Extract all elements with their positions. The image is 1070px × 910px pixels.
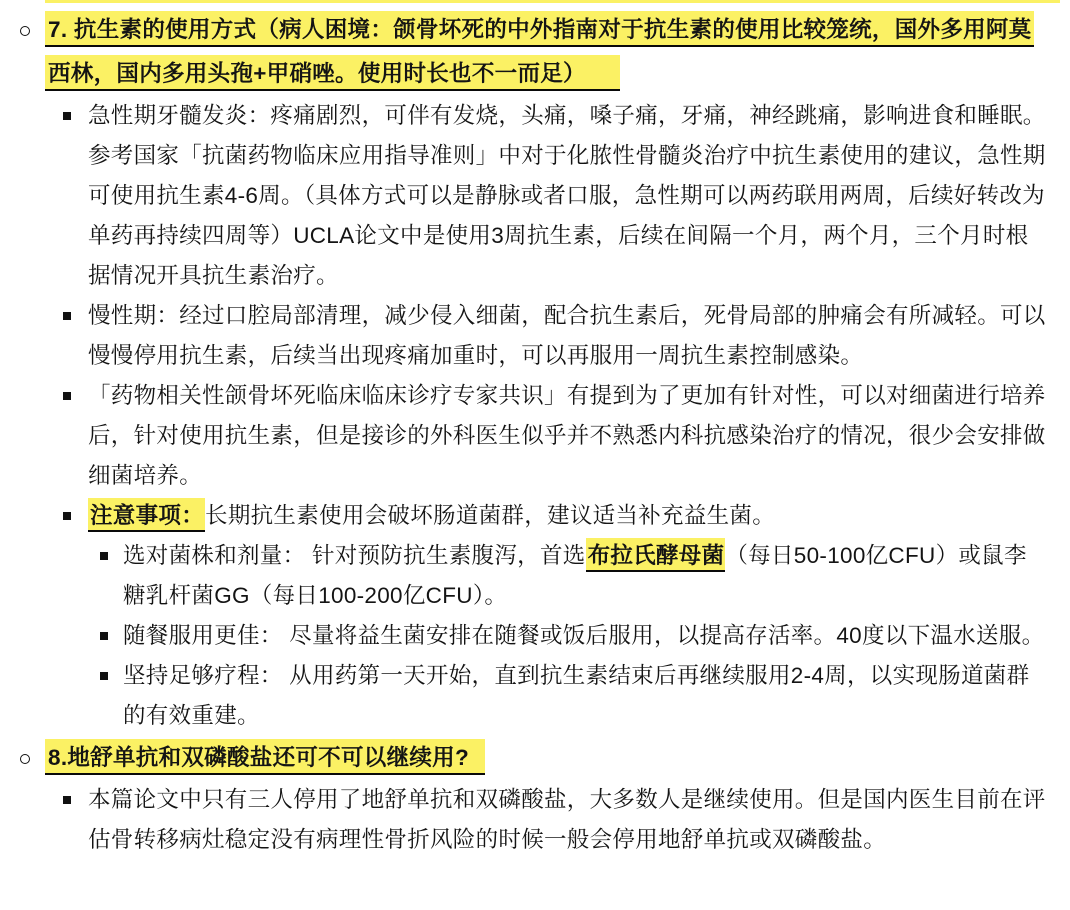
highlight-notice-label: 注意事项： [88,498,205,532]
outline-list [0,8,1046,860]
paragraph-paper-findings: 本篇论文中只有三人停用了地舒单抗和双磷酸盐，大多数人是继续使用。但是国内医生目前在评估骨转移病灶稳定没有病理性骨折风险的时候一般会停用地舒单抗或双磷酸盐。 [88,787,1046,852]
list-item-8 [0,736,1046,860]
circle-bullet-icon [20,754,30,764]
list-item-expert-consensus [45,376,1046,496]
heading-8-denosumab-bisphosphonate [45,736,1046,780]
paragraph-strain-dosage [123,536,1046,616]
list-item-strain-dosage [88,536,1046,616]
square-bullet-icon [100,672,108,680]
square-bullet-icon [100,632,108,640]
strain-suffix-text: （每日50-100亿CFU）或鼠李糖乳杆菌GG（每日100-200亿CFU）。 [123,543,1027,608]
item-8-sublist [45,780,1046,860]
highlight-heading-7-line1: 7. 抗生素的使用方式（病人困境：颌骨坏死的中外指南对于抗生素的使用比较笼统，国外多用阿莫 [45,11,1034,47]
list-item-chronic-phase [45,296,1046,376]
list-item-acute-phase [45,96,1046,296]
square-bullet-icon [100,552,108,560]
notice-text: 长期抗生素使用会破坏肠道菌群，建议适当补充益生菌。 [205,503,776,528]
square-bullet-icon [63,312,71,320]
paragraph-expert-consensus: 「药物相关性颌骨坏死临床临床诊疗专家共识」有提到为了更加有针对性，可以对细菌进行培养后，针对使用抗生素，但是接诊的外科医生似乎并不熟悉内科抗感染治疗的情况，很少会安排做细菌培养。 [88,383,1046,488]
square-bullet-icon [63,512,71,520]
paragraph-full-course: 坚持足够疗程： 从用药第一天开始，直到抗生素结束后再继续服用2-4周，以实现肠道菌群的有效重建。 [123,663,1030,728]
square-bullet-icon [63,796,71,804]
item-7-sublist [45,96,1046,736]
square-bullet-icon [63,392,71,400]
highlight-saccharomyces-boulardii: 布拉氏酵母菌 [586,538,726,572]
notice-sublist [88,536,1046,736]
paragraph-acute-phase: 急性期牙髓发炎：疼痛剧烈，可伴有发烧，头痛，嗓子痛，牙痛，神经跳痛，影响进食和睡眠。参考国家「抗菌药物临床应用指导准则」中对于化脓性骨髓炎治疗中抗生素使用的建议，急性期可使用抗生素4-6周。（具体方式可以是静脉或者口服，急性期可以两药联用两周，后续好转改为单药再持续四周等）UCLA论文中是使用3周抗生素，后续在间隔一个月，两个月，三个月时根据情况开具抗生素治疗。 [88,103,1046,288]
list-item-take-with-meals [88,616,1046,656]
list-item-paper-findings [45,780,1046,860]
highlight-heading-8: 8.地舒单抗和双磷酸盐还可不可以继续用? [45,739,485,775]
heading-7-antibiotic-usage [45,8,1046,96]
paragraph-notice [88,496,1046,536]
list-item-7 [0,8,1046,736]
strain-prefix-text: 选对菌株和剂量： 针对预防抗生素腹泻，首选 [123,543,586,568]
list-item-notice [45,496,1046,736]
list-item-full-course [88,656,1046,736]
circle-bullet-icon [20,26,30,36]
square-bullet-icon [63,112,71,120]
paragraph-chronic-phase: 慢性期：经过口腔局部清理，减少侵入细菌，配合抗生素后，死骨局部的肿痛会有所减轻。可以慢慢停用抗生素，后续当出现疼痛加重时，可以再服用一周抗生素控制感染。 [88,303,1046,368]
highlight-heading-7-line2: 西林，国内多用头孢+甲硝唑。使用时长也不一而足） [45,55,620,91]
paragraph-take-with-meals: 随餐服用更佳： 尽量将益生菌安排在随餐或饭后服用，以提高存活率。40度以下温水送服。 [123,623,1045,648]
clipped-highlight-sliver [45,0,1060,3]
